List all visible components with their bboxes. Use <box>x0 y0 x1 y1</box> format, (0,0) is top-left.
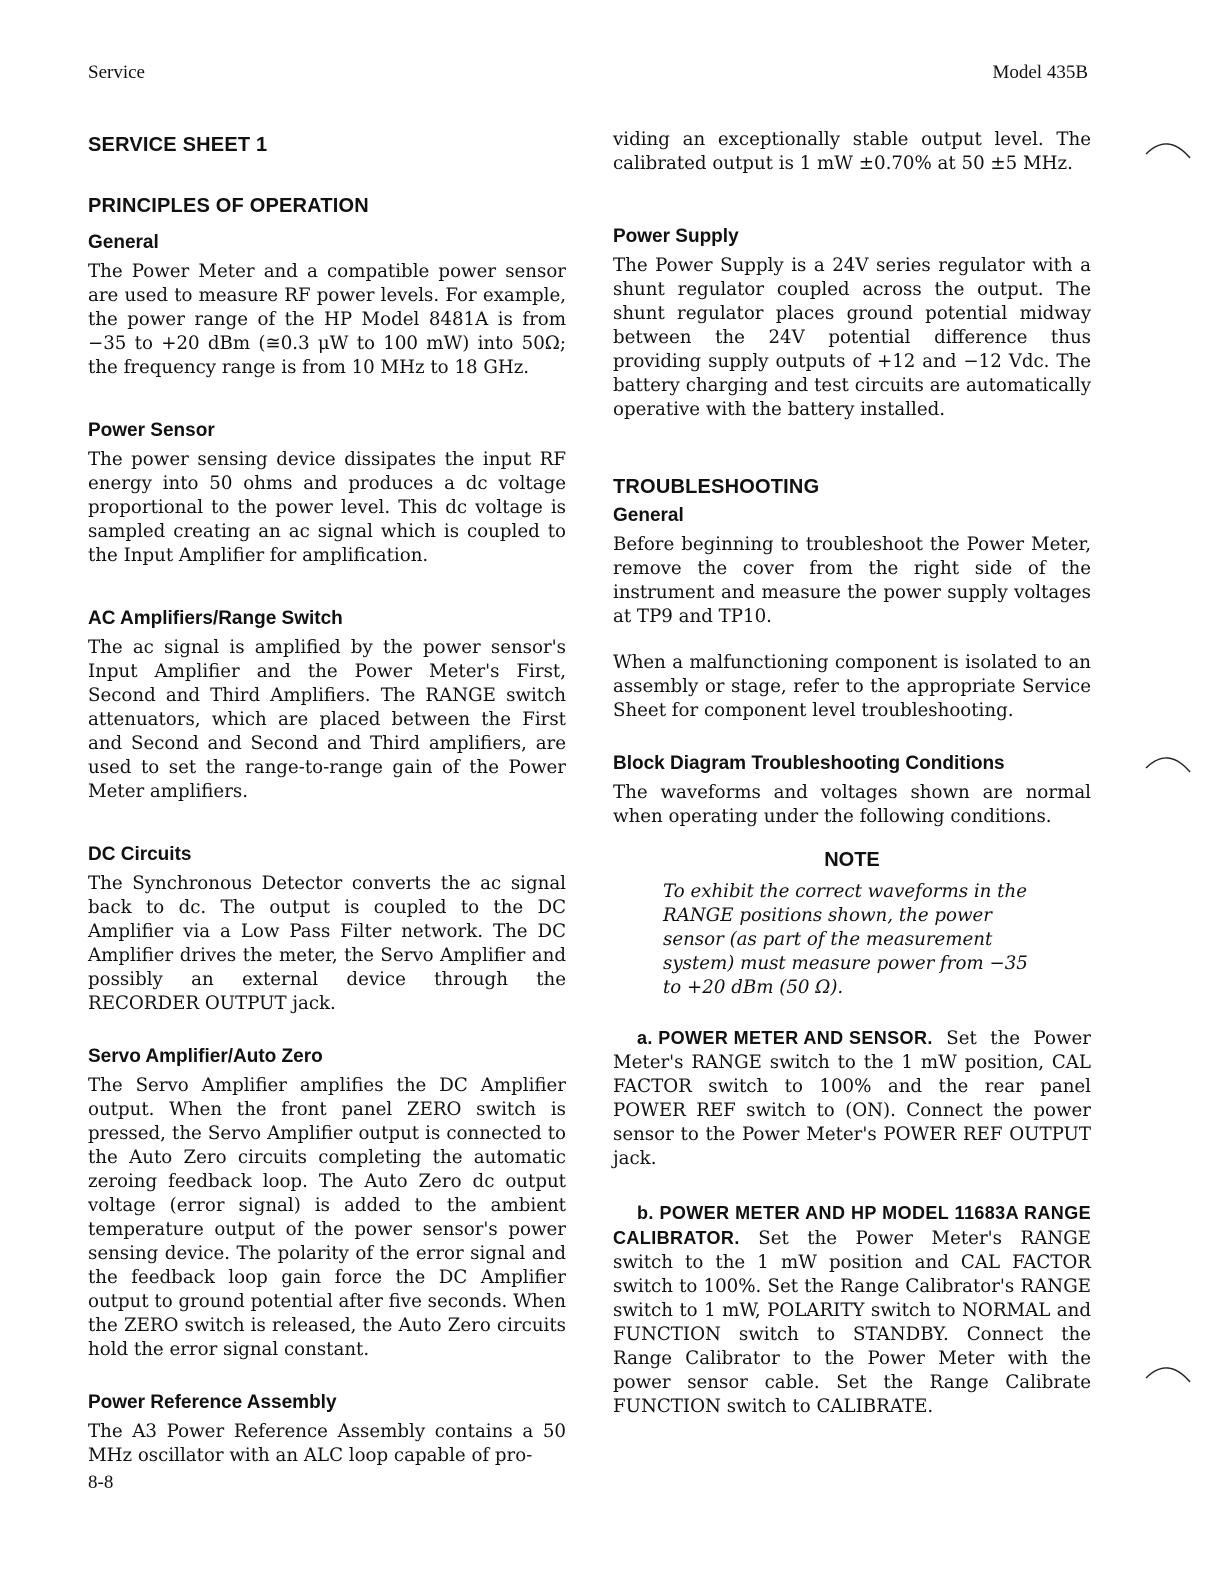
right-column <box>613 128 1091 1419</box>
troubleshooting-title: TROUBLESHOOTING <box>613 476 820 498</box>
troubleshooting-general-heading: General <box>613 505 684 526</box>
servo-paragraph: The Servo Amplifier amplifies the DC Amplifier output. When the front panel ZERO switch is pressed, the Servo Amplifier output is connected to the Auto Zero circuits completing the automatic zeroing feedback loop. The Auto Zero dc output voltage (error signal) is added to the ambient temperature output of the power sensor's power sensing device. The polarity of the error signal and the feedback loop gain force the DC Amplifier output to ground potential after five seconds. When the ZERO switch is released, the Auto Zero circuits hold the error signal constant. <box>88 1075 566 1360</box>
ac-amplifiers-heading: AC Amplifiers/Range Switch <box>88 608 343 629</box>
power-sensor-paragraph: The power sensing device dissipates the input RF energy into 50 ohms and produces a dc voltage proportional to the power level. This dc voltage is sampled creating an ac signal which is coupled to the Input Amplifier for amplification. <box>88 449 566 566</box>
left-column <box>88 128 566 1468</box>
step-b-text: Set the Power Meter's RANGE switch to the 1 mW position and CAL FACTOR switch to 100%. Set the Range Calibrator's RANGE switch to 1 mW, POLARITY switch to NORMAL and FUNCTION switch to STANDBY. Connect the Range Calibrator to the Power Meter with the power sensor cable. Set the Range Calibrate FUNCTION switch to CALIBRATE. <box>613 1228 1091 1417</box>
step-b-lead: b. POWER METER AND HP MODEL 11683A RANGE CALIBRATOR. <box>613 1203 1091 1248</box>
step-a-lead: a. POWER METER AND SENSOR. <box>637 1028 933 1048</box>
isolation-paragraph: When a malfunctioning component is isolated to an assembly or stage, refer to the appropriate Service Sheet for component level troubleshooting. <box>613 652 1091 721</box>
dc-circuits-paragraph: The Synchronous Detector converts the ac signal back to dc. The output is coupled to the DC Amplifier via a Low Pass Filter network. The DC Amplifier drives the meter, the Servo Amplifier and possibly an external device through the RECORDER OUTPUT jack. <box>88 873 566 1014</box>
continuation-paragraph: viding an exceptionally stable output level. The calibrated output is 1 mW ±0.70% at 50 ±5 MHz. <box>613 129 1091 174</box>
running-header-model: Model 435B <box>992 62 1088 83</box>
power-supply-paragraph: The Power Supply is a 24V series regulator with a shunt regulator coupled across the output. The shunt regulator places ground potential midway between the 24V potential difference thus providing supply outputs of +12 and −12 Vdc. The battery charging and test circuits are automatically operative with the battery installed. <box>613 255 1091 420</box>
dc-circuits-heading: DC Circuits <box>88 844 192 865</box>
ac-amplifiers-paragraph: The ac signal is amplified by the power sensor's Input Amplifier and the Power Meter's First, Second and Third Amplifiers. The RANGE switch attenuators, which are placed between the First and Second and Second and Third amplifiers, are used to set the range-to-range gain of the Power Meter amplifiers. <box>88 637 566 802</box>
running-header-section: Service <box>88 62 145 83</box>
binder-ring-mark-3 <box>1142 1360 1198 1390</box>
general-paragraph: The Power Meter and a compatible power sensor are used to measure RF power levels. For example, the power range of the HP Model 8481A is from −35 to +20 dBm (≅0.3 μW to 100 mW) into 50Ω; the frequency range is from 10 MHz to 18 GHz. <box>88 261 566 378</box>
power-reference-heading: Power Reference Assembly <box>88 1392 337 1413</box>
service-sheet-title: SERVICE SHEET 1 <box>88 134 268 156</box>
note-title: NOTE <box>824 849 880 871</box>
step-a-text: Set the Power Meter's RANGE switch to the 1 mW position, CAL FACTOR switch to 100% and the rear panel POWER REF switch to (ON). Connect the power sensor to the Power Meter's POWER REF OUTPUT jack. <box>613 1028 1091 1169</box>
power-sensor-heading: Power Sensor <box>88 420 215 441</box>
note-paragraph: To exhibit the correct waveforms in the RANGE positions shown, the power sensor (as part of the measurement system) must measure power from −35 to +20 dBm (50 Ω). <box>663 881 1028 998</box>
step-a-paragraph <box>613 1026 1091 1171</box>
troubleshooting-general-paragraph: Before beginning to troubleshoot the Power Meter, remove the cover from the right side of the instrument and measure the power supply voltages at TP9 and TP10. <box>613 534 1091 627</box>
power-supply-heading: Power Supply <box>613 226 739 247</box>
general-heading: General <box>88 232 159 253</box>
page-number: 8-8 <box>88 1472 114 1493</box>
binder-ring-mark-1 <box>1142 136 1198 166</box>
power-reference-paragraph: The A3 Power Reference Assembly contains a 50 MHz oscillator with an ALC loop capable of pro- <box>88 1421 566 1466</box>
block-diagram-paragraph: The waveforms and voltages shown are normal when operating under the following conditions. <box>613 782 1091 827</box>
step-b-paragraph <box>613 1201 1091 1419</box>
binder-ring-mark-2 <box>1142 750 1198 780</box>
principles-title: PRINCIPLES OF OPERATION <box>88 195 369 217</box>
block-diagram-heading: Block Diagram Troubleshooting Conditions <box>613 753 1005 774</box>
servo-heading: Servo Amplifier/Auto Zero <box>88 1046 323 1067</box>
